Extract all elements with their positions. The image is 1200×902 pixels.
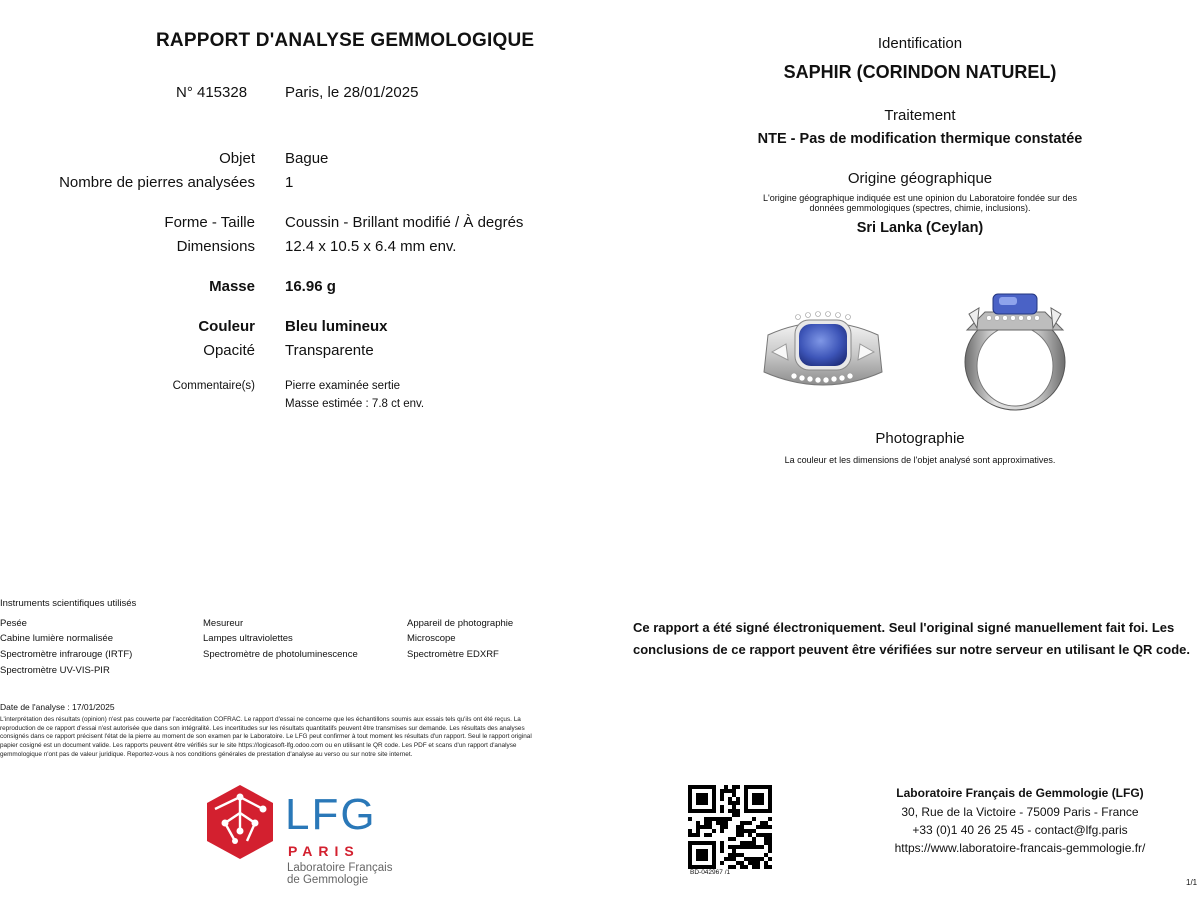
report-place-date: Paris, le 28/01/2025 (285, 84, 419, 101)
objet-value: Bague (285, 150, 329, 167)
traitement-label: Traitement (884, 107, 956, 124)
origine-note-line-2: données gemmologiques (spectres, chimie, inclusions). (809, 203, 1031, 213)
lab-contact: +33 (0)1 40 26 25 45 - contact@lfg.paris (912, 823, 1128, 837)
masse-label: Masse (209, 278, 255, 295)
lab-address: 30, Rue de la Victoire - 75009 Paris - France (901, 805, 1139, 819)
identification-value: SAPHIR (CORINDON NATUREL) (783, 62, 1057, 82)
instrument-item: Spectromètre EDXRF (407, 649, 499, 660)
photo-label: Photographie (875, 430, 965, 447)
logo-lfg-text: LFG (285, 790, 377, 839)
opacite-label: Opacité (203, 342, 255, 359)
nombre-label: Nombre de pierres analysées (59, 174, 255, 191)
commentaire-line-1: Pierre examinée sertie (285, 380, 401, 392)
logo-tagline-line-2: de Gemmologie (287, 874, 369, 886)
disclaimer-text (0, 716, 600, 760)
masse-value: 16.96 g (285, 278, 336, 295)
disclaimer-line: L'interprétation des résultats (opinion) n'est pas couverte par l'accréditation COFRAC. Le rapport d'essai ne concerne que les échantillons soumis aux essais tels qu'ils ont été reçus. La (0, 716, 521, 723)
lfg-logo (205, 783, 425, 893)
instrument-item: Spectromètre UV-VIS-PIR (0, 665, 110, 676)
logo-tagline-line-1: Laboratoire Français (287, 862, 393, 874)
analysis-date: Date de l'analyse : 17/01/2025 (0, 702, 115, 712)
ring-top-view-photo (758, 300, 888, 400)
lab-website[interactable]: https://www.laboratoire-francais-gemmologie.fr/ (894, 841, 1146, 855)
instrument-item: Spectromètre infrarouge (IRTF) (0, 649, 133, 660)
origine-note-line-1: L'origine géographique indiquée est une opinion du Laboratoire fondée sur des (763, 193, 1077, 203)
identification-label: Identification (877, 35, 963, 52)
instrument-item: Lampes ultraviolettes (203, 633, 293, 644)
report-title: RAPPORT D'ANALYSE GEMMOLOGIQUE (156, 30, 535, 51)
instrument-item: Microscope (407, 633, 456, 644)
instruments-title: Instruments scientifiques utilisés (0, 598, 137, 609)
logo-tagline (287, 862, 392, 886)
opacite-value: Transparente (285, 342, 374, 359)
logo-paris-text: PARIS (288, 843, 360, 859)
commentaire-line-2: Masse estimée : 7.8 ct env. (285, 398, 425, 410)
qr-code-reference: BD-042967 /1 (690, 869, 731, 876)
report-number: N° 415328 (176, 84, 248, 101)
photo-note: La couleur et les dimensions de l'objet analysé sont approximatives. (784, 455, 1056, 465)
page-number: 1/1 (1186, 878, 1198, 887)
disclaimer-line: gemmologique n'ont pas de valeur juridique. Reportez-vous à nos conditions générales de prestation d'analyse au verso ou sur notre site internet. (0, 750, 413, 758)
origine-value: Sri Lanka (Ceylan) (856, 220, 984, 236)
instrument-item: Cabine lumière normalisée (0, 633, 113, 644)
instrument-item: Spectromètre de photoluminescence (203, 649, 358, 660)
ring-side-view-photo (955, 290, 1075, 415)
origine-label: Origine géographique (847, 170, 993, 187)
commentaire-label: Commentaire(s) (172, 380, 255, 392)
lab-name: Laboratoire Français de Gemmologie (LFG) (896, 786, 1144, 800)
electronic-signature-note: Ce rapport a été signé électroniquement. Seul l'original signé manuellement fait foi. Les conclusions de ce rapport peuvent être vérifiées sur notre serveur en utilisant le QR code. (633, 620, 1191, 657)
dimensions-label: Dimensions (176, 238, 255, 255)
disclaimer-line: papier cosigné est un document valide. Les rapports peuvent être vérifiés sur le site https://logicasoft-lfg.odoo.com ou en utilisant le QR code. Les PDF et scans d'un rapport d'analyse (0, 742, 517, 750)
objet-label: Objet (219, 150, 255, 167)
disclaimer-line: consignés dans ce rapport précisent l'état de la pierre au moment de son examen par le Laboratoire. Le LFG peut confirmer à tout moment les résultats d'un rapport. Seul le rapport original (0, 733, 532, 741)
verification-qr-code[interactable] (688, 785, 772, 869)
dimensions-value: 12.4 x 10.5 x 6.4 mm env. (285, 238, 457, 255)
traitement-value: NTE - Pas de modification thermique constatée (757, 131, 1083, 147)
forme-label: Forme - Taille (164, 214, 255, 231)
gem-hexagon-icon (205, 783, 275, 861)
instrument-item: Mesureur (203, 618, 244, 629)
disclaimer-line: reproduction de ce rapport d'essai n'est autorisée que dans son intégralité. Les incertitudes sur les résultats quantitatifs peuvent être transmises sur demande. Les résultats des analyses (0, 724, 525, 732)
forme-value: Coussin - Brillant modifié / À degrés (285, 214, 524, 231)
couleur-value: Bleu lumineux (285, 318, 388, 335)
nombre-value: 1 (285, 174, 294, 191)
instrument-item: Appareil de photographie (407, 618, 514, 629)
instrument-item: Pesée (0, 618, 27, 629)
couleur-label: Couleur (198, 318, 255, 335)
